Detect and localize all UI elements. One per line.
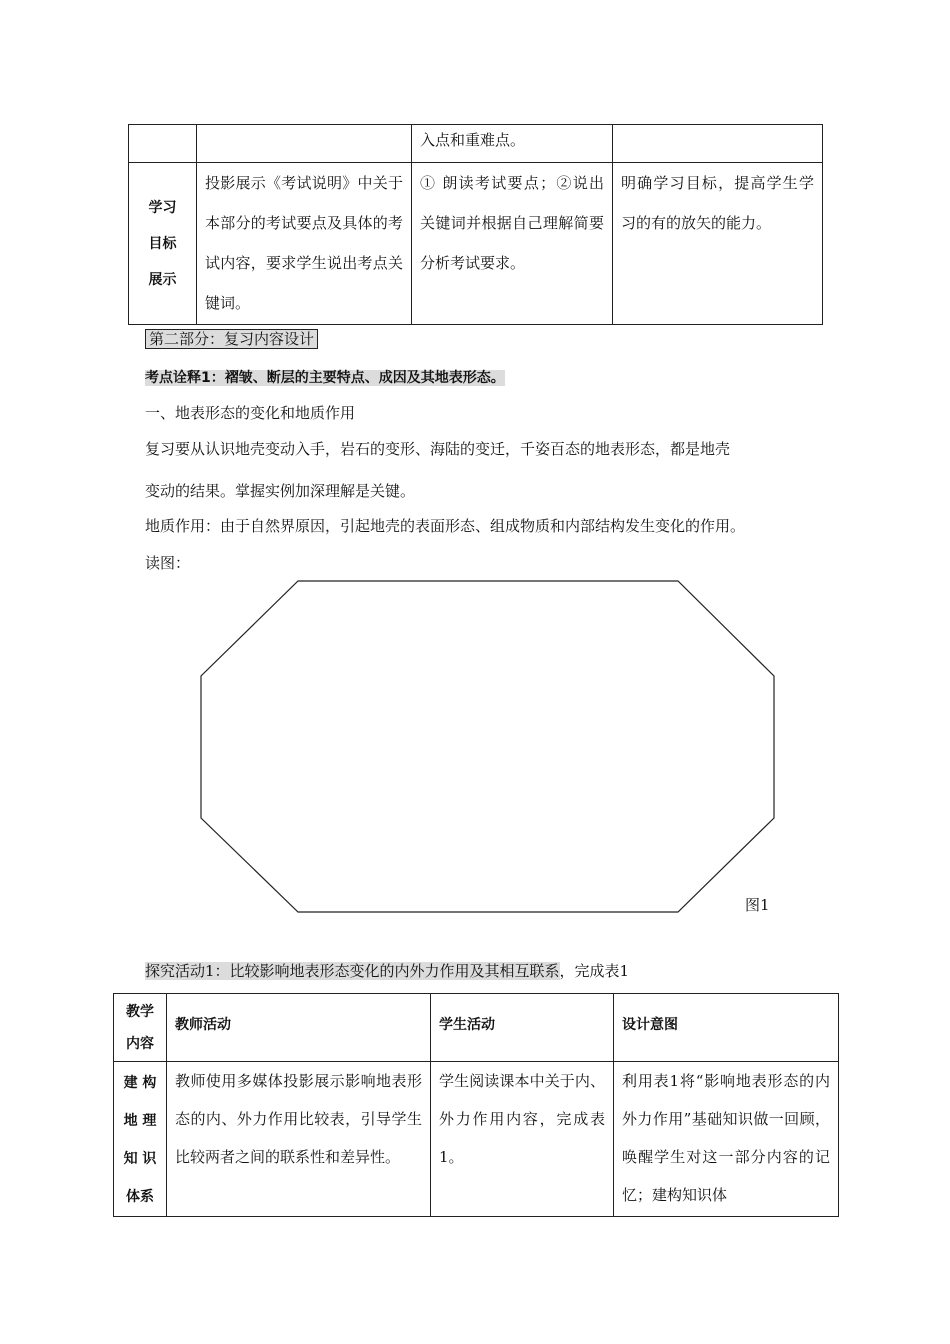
heading-1: 一、地表形态的变化和地质作用 xyxy=(145,404,356,422)
table1-row1-label: 学习 目标 展示 xyxy=(129,163,197,325)
table2-row1-label: 建 构 地 理 知 识 体系 xyxy=(114,1062,167,1217)
table2-row1-teacher: 教师使用多媒体投影展示影响地表形态的内、外力作用比较表，引导学生比较两者之间的联系性和差异性。 xyxy=(167,1062,431,1217)
table2-header-content: 教学 内容 xyxy=(114,994,167,1062)
table1-row1-student: ① 朗读考试要点；②说出关键词并根据自己理解简要分析考试要求。 xyxy=(412,163,613,325)
kaodian-title: 考点诠释1：褶皱、断层的主要特点、成因及其地表形态。 xyxy=(145,370,505,386)
figure-1-caption: 图1 xyxy=(745,896,770,914)
table1-row0-intent xyxy=(613,125,823,163)
table2-row1-student: 学生阅读课本中关于内、外力作用内容，完成表1。 xyxy=(431,1062,614,1217)
activity-table xyxy=(113,993,839,1217)
table2-row1-intent: 利用表1将“影响地表形态的内外力作用”基础知识做一回顾，唤醒学生对这一部分内容的记忆；建构知识体 xyxy=(614,1062,839,1217)
objectives-table xyxy=(128,124,823,325)
read-figure-label: 读图： xyxy=(145,554,191,572)
table1-row1-teacher: 投影展示《考试说明》中关于本部分的考试要点及具体的考试内容，要求学生说出考点关键词。 xyxy=(197,163,412,325)
paragraph-2: 地质作用：由于自然界原因，引起地壳的表面形态、组成物质和内部结构发生变化的作用。 xyxy=(145,517,746,535)
paragraph-1-line-1: 复习要从认识地壳变动入手，岩石的变形、海陆的变迁，千姿百态的地表形态，都是地壳 xyxy=(145,440,731,458)
section-title: 第二部分：复习内容设计 xyxy=(145,328,318,349)
activity-1: 探究活动1：比较影响地表形态变化的内外力作用及其相互联系，完成表1 xyxy=(145,962,630,980)
table2-header-intent: 设计意图 xyxy=(614,994,839,1062)
table2-header-student: 学生活动 xyxy=(431,994,614,1062)
table1-row0-student: 入点和重难点。 xyxy=(412,125,613,163)
figure-1-octagon xyxy=(200,580,776,914)
table1-row0-label xyxy=(129,125,197,163)
table1-row1-intent: 明确学习目标，提高学生学习的有的放矢的能力。 xyxy=(613,163,823,325)
table1-row0-teacher xyxy=(197,125,412,163)
table2-header-teacher: 教师活动 xyxy=(167,994,431,1062)
paragraph-1-line-2: 变动的结果。掌握实例加深理解是关键。 xyxy=(145,482,416,500)
